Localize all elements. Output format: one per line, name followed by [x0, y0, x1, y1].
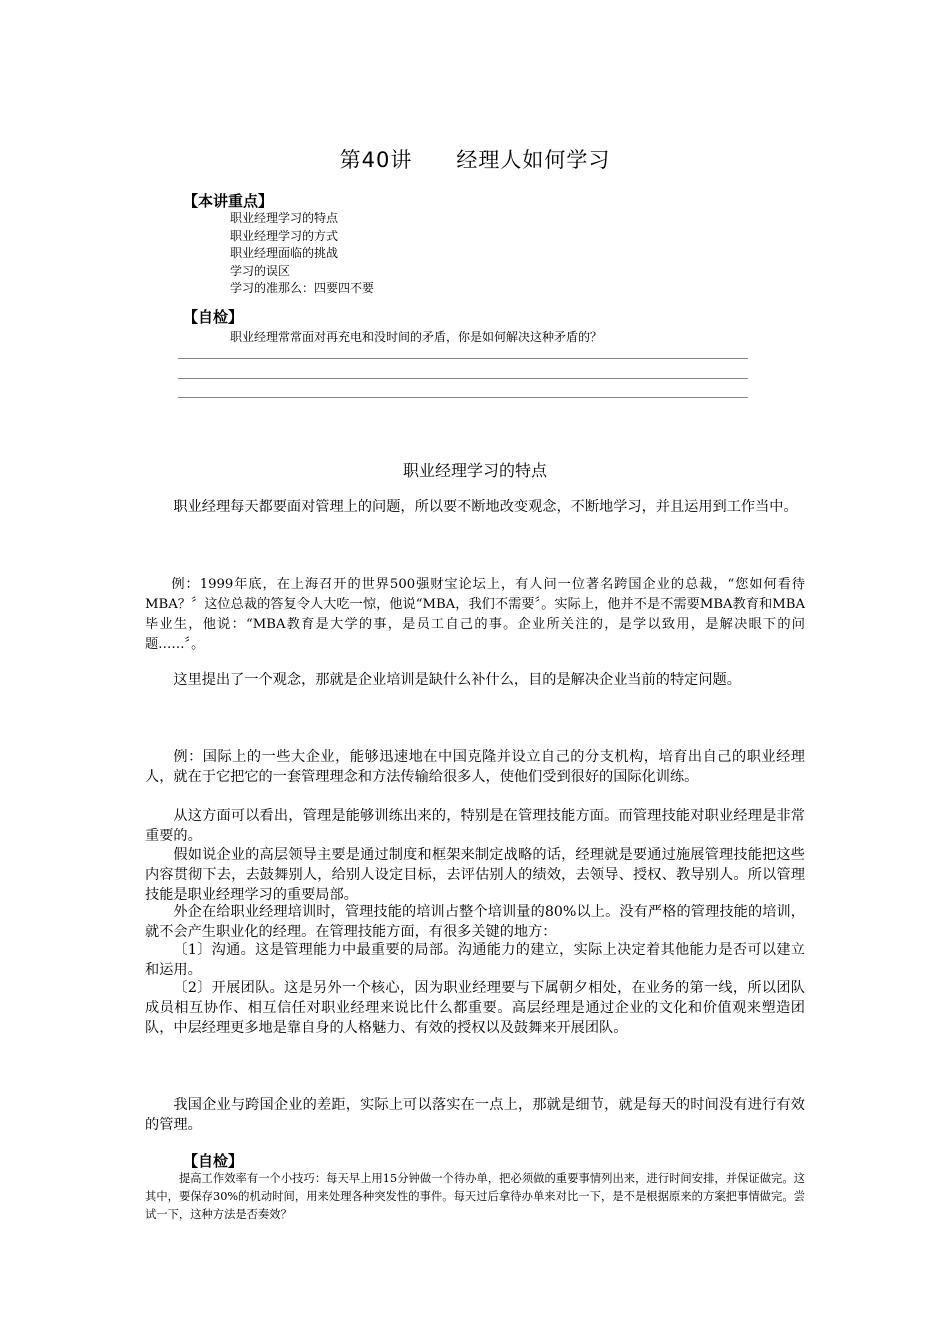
body-paragraph: 从这方面可以看出，管理是能够训练出来的，特别是在管理技能方面。而管理技能对职业经理是非常重要的。	[145, 808, 805, 844]
answer-line	[178, 378, 748, 379]
focus-list	[230, 210, 374, 298]
focus-heading: 【本讲重点】	[183, 192, 274, 210]
answer-line	[178, 397, 748, 398]
list-item: 〔1〕沟通。这是管理能力中最重要的局部。沟通能力的建立，实际上决定着其他能力是否可以建立和运用。	[145, 942, 805, 978]
self-check-text: 提高工作效率有一个小技巧：每天早上用15分钟做一个待办单，把必须做的重要事情列出来，进行时间安排，并保证做完。这其中，要保存30%的机动时间，用来处理各种突发性的事件。每天过后拿待办单来对比一下，是不是根据原来的方案把事情做完。尝试一下，这种方法是否奏效？	[145, 1172, 805, 1221]
list-item: 〔2〕开展团队。这是另外一个核心，因为职业经理要与下属朝夕相处，在业务的第一线，所以团队成员相互协作、相互信任对职业经理来说比什么都重要。高层经理是通过企业的文化和价值观来塑造团队，中层经理更多地是靠自身的人格魅力、有效的授权以及鼓舞来开展团队。	[145, 980, 805, 1036]
answer-line	[178, 358, 748, 359]
self-check-heading: 【自检】	[183, 308, 244, 326]
body-paragraph: 外企在给职业经理培训时，管理技能的培训占整个培训量的80%以上。没有严格的管理技能的培训，就不会产生职业化的经理。在管理技能方面，有很多关键的地方：	[145, 904, 805, 940]
focus-item: 学习的准那么：四要四不要	[230, 281, 375, 295]
example-paragraph: 例：国际上的一些大企业，能够迅速地在中国克隆并设立自己的分支机构，培育出自己的职业经理人，就在于它把它的一套管理理念和方法传输给很多人，使他们受到很好的国际化训练。	[145, 749, 805, 785]
self-check-heading-2: 【自检】	[183, 1152, 244, 1170]
focus-item: 职业经理学习的特点	[230, 211, 339, 225]
body-paragraph: 这里提出了一个观念，那就是企业培训是缺什么补什么，目的是解决企业当前的特定问题。	[173, 672, 741, 688]
body-paragraph: 假如说企业的高层领导主要是通过制度和框架来制定战略的话，经理就是要通过施展管理技能把这些内容贯彻下去，去鼓舞别人，给别人设定目标，去评估别人的绩效，去领导、授权、教导别人。所以管理技能是职业经理学习的重要局部。	[145, 847, 805, 903]
example-paragraph: 例：1999年底，在上海召开的世界500强财宝论坛上，有人问一位著名跨国企业的总裁，“您如何看待MBA？〞这位总裁的答复令人大吃一惊，他说“MBA，我们不需要〞。实际上，他并不是不需要MBA教育和MBA毕业生，他说：“MBA教育是大学的事，是员工自己的事。企业所关注的，是学以致用，是解决眼下的问题……〞。	[145, 577, 805, 652]
focus-item: 学习的误区	[230, 263, 291, 278]
page-title: 第40讲 经理人如何学习	[339, 148, 611, 172]
body-paragraph: 职业经理每天都要面对管理上的问题，所以要不断地改变观念，不断地学习，并且运用到工作当中。	[173, 499, 798, 515]
section-title: 职业经理学习的特点	[402, 461, 547, 480]
focus-item: 职业经理学习的方式	[230, 228, 339, 243]
focus-item: 职业经理面临的挑战	[230, 246, 339, 260]
body-paragraph: 我国企业与跨国企业的差距，实际上可以落实在一点上，那就是细节，就是每天的时间没有进行有效的管理。	[145, 1097, 805, 1133]
self-check-question: 职业经理常常面对再充电和没时间的矛盾，你是如何解决这种矛盾的？	[230, 330, 603, 344]
